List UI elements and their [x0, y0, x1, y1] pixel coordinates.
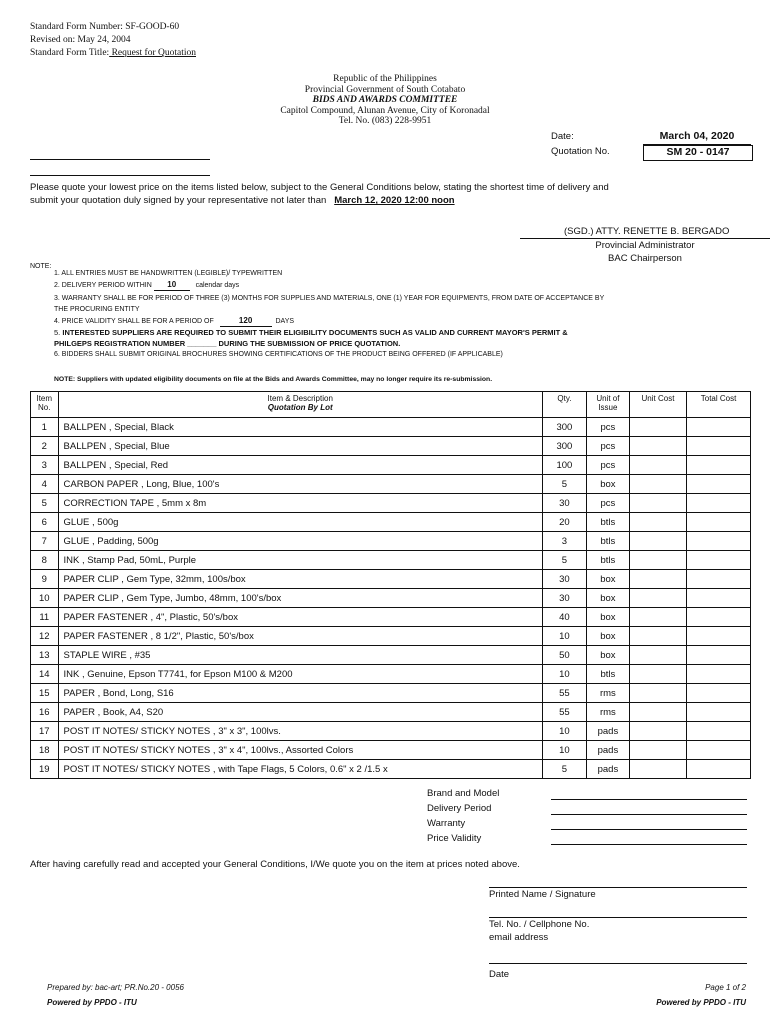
intro-line-2: submit your quotation duly signed by your representative not later than March 12, 2020 12:00 noon [30, 195, 455, 206]
unit-cost-cell[interactable] [629, 437, 686, 456]
unit-cost-cell[interactable] [629, 608, 686, 627]
unit-cell: btls [586, 532, 629, 551]
unit-cell: pcs [586, 418, 629, 437]
table-row [31, 703, 751, 722]
unit-cost-cell[interactable] [629, 741, 686, 760]
note-6: 6. BIDDERS SHALL SUBMIT ORIGINAL BROCHURES SHOWING CERTIFICATIONS OF THE PRODUCT BEING OFFERED (IF APPLICABLE) [54, 351, 503, 358]
table-row [31, 665, 751, 684]
intro-line-1: Please quote your lowest price on the items listed below, subject to the General Conditions below, stating the shortest time of delivery and [30, 182, 609, 193]
table-row [31, 646, 751, 665]
unit-cost-cell[interactable] [629, 665, 686, 684]
qty-cell: 30 [542, 570, 586, 589]
table-row [31, 722, 751, 741]
total-cost-cell[interactable] [687, 627, 751, 646]
description-cell: POST IT NOTES/ STICKY NOTES , with Tape Flags, 5 Colors, 0.6" x 2 /1.5 x [58, 760, 542, 779]
description-cell: POST IT NOTES/ STICKY NOTES , 3" x 3", 100lvs. [58, 722, 542, 741]
agency-government: Provincial Government of South Cotabato [304, 84, 466, 95]
page-number: Page 1 of 2 [705, 983, 746, 992]
intro-text [30, 181, 760, 207]
total-cost-cell[interactable] [687, 494, 751, 513]
total-cost-cell[interactable] [687, 418, 751, 437]
description-cell: GLUE , 500g [58, 513, 542, 532]
qty-cell: 10 [542, 741, 586, 760]
col-total-cost: Total Cost [687, 392, 751, 418]
total-cost-cell[interactable] [687, 437, 751, 456]
description-cell: PAPER CLIP , Gem Type, 32mm, 100s/box [58, 570, 542, 589]
total-cost-cell[interactable] [687, 665, 751, 684]
validity-label: Price Validity [427, 833, 482, 844]
description-cell: STAPLE WIRE , #35 [58, 646, 542, 665]
item-no-cell: 19 [31, 760, 59, 779]
unit-cost-cell[interactable] [629, 494, 686, 513]
description-cell: INK , Genuine, Epson T7741, for Epson M100 & M200 [58, 665, 542, 684]
note-2: 2. DELIVERY PERIOD WITHIN 10 calendar days [54, 280, 240, 289]
qty-cell: 5 [542, 475, 586, 494]
supplier-address-line[interactable] [30, 175, 210, 176]
table-row [31, 513, 751, 532]
unit-cell: btls [586, 665, 629, 684]
qty-cell: 5 [542, 551, 586, 570]
unit-cost-cell[interactable] [629, 570, 686, 589]
table-row [31, 418, 751, 437]
item-no-cell: 16 [31, 703, 59, 722]
item-no-cell: 3 [31, 456, 59, 475]
table-row [31, 437, 751, 456]
brand-label: Brand and Model [427, 788, 500, 799]
closing-text: After having carefully read and accepted your General Conditions, I/We quote you on the item at prices noted above. [30, 859, 520, 870]
description-cell: CORRECTION TAPE , 5mm x 8m [58, 494, 542, 513]
item-no-cell: 17 [31, 722, 59, 741]
item-no-cell: 14 [31, 665, 59, 684]
item-no-cell: 1 [31, 418, 59, 437]
note-1: 1. ALL ENTRIES MUST BE HANDWRITTEN (LEGIBLE)/ TYPEWRITTEN [54, 270, 283, 277]
table-row [31, 741, 751, 760]
signature-line[interactable] [489, 887, 747, 888]
qty-cell: 40 [542, 608, 586, 627]
unit-cell: box [586, 646, 629, 665]
item-no-cell: 9 [31, 570, 59, 589]
contact-labels [489, 919, 589, 944]
agency-block [0, 74, 770, 127]
item-no-cell: 15 [31, 684, 59, 703]
form-number: Standard Form Number: SF-GOOD-60 [30, 22, 180, 32]
signatory-name: (SGD.) ATTY. RENETTE B. BERGADO [520, 225, 770, 239]
unit-cell: btls [586, 551, 629, 570]
table-row [31, 627, 751, 646]
table-row [31, 494, 751, 513]
unit-cell: pcs [586, 494, 629, 513]
total-cost-cell[interactable] [687, 646, 751, 665]
unit-cost-cell[interactable] [629, 532, 686, 551]
description-cell: PAPER CLIP , Gem Type, Jumbo, 48mm, 100's/box [58, 589, 542, 608]
unit-cost-cell[interactable] [629, 627, 686, 646]
item-no-cell: 11 [31, 608, 59, 627]
unit-cost-cell[interactable] [629, 551, 686, 570]
warranty-label: Warranty [427, 818, 466, 829]
unit-cell: pads [586, 760, 629, 779]
unit-cost-cell[interactable] [629, 722, 686, 741]
table-row [31, 551, 751, 570]
item-no-cell: 7 [31, 532, 59, 551]
qty-cell: 100 [542, 456, 586, 475]
unit-cost-cell[interactable] [629, 684, 686, 703]
item-no-cell: 13 [31, 646, 59, 665]
offer-fields [427, 786, 499, 846]
date-value: March 04, 2020 [643, 130, 751, 145]
agency-address: Capitol Compound, Alunan Avenue, City of Koronadal [280, 105, 490, 116]
total-cost-cell[interactable] [687, 551, 751, 570]
description-cell: CARBON PAPER , Long, Blue, 100's [58, 475, 542, 494]
col-item-no: Item No. [31, 392, 59, 418]
description-cell: PAPER , Bond, Long, S16 [58, 684, 542, 703]
table-row [31, 760, 751, 779]
notes-label: NOTE: [30, 263, 52, 270]
table-row [31, 608, 751, 627]
unit-cell: box [586, 608, 629, 627]
total-cost-cell[interactable] [687, 760, 751, 779]
date-line[interactable] [489, 963, 747, 964]
description-cell: BALLPEN , Special, Blue [58, 437, 542, 456]
qty-cell: 3 [542, 532, 586, 551]
brand-input-line[interactable] [551, 799, 747, 800]
unit-cost-cell[interactable] [629, 646, 686, 665]
unit-cost-cell[interactable] [629, 456, 686, 475]
item-no-cell: 6 [31, 513, 59, 532]
quotation-label: Quotation No. [551, 146, 610, 157]
qty-cell: 5 [542, 760, 586, 779]
tel-label: Tel. No. / Cellphone No. [489, 919, 590, 930]
agency-country: Republic of the Philippines [333, 74, 437, 84]
printed-name-label: Printed Name / Signature [489, 889, 596, 900]
table-header-row [31, 392, 751, 418]
description-cell: PAPER FASTENER , 8 1/2", Plastic, 50's/box [58, 627, 542, 646]
unit-cell: box [586, 589, 629, 608]
table-row [31, 684, 751, 703]
signatory-position: Provincial Administrator [595, 240, 695, 251]
qty-cell: 300 [542, 418, 586, 437]
note-5-cont: PHILGEPS REGISTRATION NUMBER _______ DURING THE SUBMISSION OF PRICE QUOTATION. [54, 339, 401, 348]
item-no-cell: 12 [31, 627, 59, 646]
qty-cell: 30 [542, 494, 586, 513]
item-no-cell: 5 [31, 494, 59, 513]
tel-line[interactable] [489, 917, 747, 918]
unit-cost-cell[interactable] [629, 475, 686, 494]
table-row [31, 532, 751, 551]
eligibility-note: NOTE: Suppliers with updated eligibility documents on file at the Bids and Awards Committee, may no longer require its re-submission. [54, 376, 493, 383]
qty-cell: 10 [542, 722, 586, 741]
item-no-cell: 18 [31, 741, 59, 760]
total-cost-cell[interactable] [687, 589, 751, 608]
unit-cost-cell[interactable] [629, 703, 686, 722]
description-cell: BALLPEN , Special, Red [58, 456, 542, 475]
description-cell: POST IT NOTES/ STICKY NOTES , 3" x 4", 100lvs., Assorted Colors [58, 741, 542, 760]
description-cell: BALLPEN , Special, Black [58, 418, 542, 437]
total-cost-cell[interactable] [687, 456, 751, 475]
col-description: Item & Description Quotation By Lot [58, 392, 542, 418]
table-row [31, 589, 751, 608]
revised-date: Revised on: May 24, 2004 [30, 35, 131, 45]
signatory-role: BAC Chairperson [608, 253, 682, 264]
col-unit: Unit of Issue [586, 392, 629, 418]
qty-cell: 300 [542, 437, 586, 456]
powered-by-left: Powered by PPDO - ITU [47, 998, 137, 1007]
note-3-cont: THE PROCURING ENTITY [54, 306, 140, 313]
unit-cell: pads [586, 722, 629, 741]
unit-cell: pcs [586, 437, 629, 456]
description-cell: PAPER , Book, A4, S20 [58, 703, 542, 722]
note-4: 4. PRICE VALIDITY SHALL BE FOR A PERIOD OF 120 DAYS [54, 316, 295, 325]
qty-cell: 30 [542, 589, 586, 608]
total-cost-cell[interactable] [687, 608, 751, 627]
agency-committee: BIDS AND AWARDS COMMITTEE [312, 95, 458, 105]
unit-cost-cell[interactable] [629, 589, 686, 608]
unit-cell: rms [586, 703, 629, 722]
date-label: Date: [551, 131, 574, 142]
qty-cell: 55 [542, 703, 586, 722]
items-table [30, 391, 751, 779]
qty-cell: 10 [542, 627, 586, 646]
total-cost-cell[interactable] [687, 532, 751, 551]
agency-tel: Tel. No. (083) 228-9951 [338, 116, 432, 126]
unit-cell: box [586, 475, 629, 494]
col-qty: Qty. [542, 392, 586, 418]
table-row [31, 456, 751, 475]
description-cell: INK , Stamp Pad, 50mL, Purple [58, 551, 542, 570]
form-header [30, 21, 196, 60]
validity-input-line[interactable] [551, 844, 747, 845]
item-no-cell: 8 [31, 551, 59, 570]
total-cost-cell[interactable] [687, 513, 751, 532]
col-unit-cost: Unit Cost [629, 392, 686, 418]
qty-cell: 55 [542, 684, 586, 703]
powered-by-right: Powered by PPDO - ITU [656, 998, 746, 1007]
note-5: 5. INTERESTED SUPPLIERS ARE REQUIRED TO SUBMIT THEIR ELIGIBILITY DOCUMENTS SUCH AS VALID AND CURRENT MAYOR'S PERMIT & [54, 328, 568, 337]
unit-cost-cell[interactable] [629, 418, 686, 437]
total-cost-cell[interactable] [687, 684, 751, 703]
qty-cell: 10 [542, 665, 586, 684]
total-cost-cell[interactable] [687, 475, 751, 494]
form-title: Standard Form Title: Request for Quotation [30, 48, 196, 58]
description-cell: PAPER FASTENER , 4", Plastic, 50's/box [58, 608, 542, 627]
sign-date-label: Date [489, 969, 510, 980]
unit-cell: box [586, 627, 629, 646]
total-cost-cell[interactable] [687, 741, 751, 760]
total-cost-cell[interactable] [687, 703, 751, 722]
item-no-cell: 4 [31, 475, 59, 494]
signatory-block [520, 225, 770, 265]
email-label: email address [489, 931, 549, 943]
total-cost-cell[interactable] [687, 722, 751, 741]
item-no-cell: 2 [31, 437, 59, 456]
unit-cell: pads [586, 741, 629, 760]
qty-cell: 20 [542, 513, 586, 532]
quotation-number: SM 20 - 0147 [643, 145, 753, 161]
unit-cell: btls [586, 513, 629, 532]
warranty-input-line[interactable] [551, 829, 747, 830]
delivery-input-line[interactable] [551, 814, 747, 815]
unit-cell: pcs [586, 456, 629, 475]
delivery-label: Delivery Period [427, 803, 492, 814]
unit-cell: rms [586, 684, 629, 703]
table-row [31, 570, 751, 589]
description-cell: GLUE , Padding, 500g [58, 532, 542, 551]
unit-cost-cell[interactable] [629, 513, 686, 532]
total-cost-cell[interactable] [687, 570, 751, 589]
notes-list [54, 268, 764, 360]
note-3: 3. WARRANTY SHALL BE FOR PERIOD OF THREE (3) MONTHS FOR SUPPLIES AND MATERIALS, ONE (1) YEAR FOR EQUIPMENTS, FROM DATE OF ACCEPTANCE BY [54, 295, 605, 302]
qty-cell: 50 [542, 646, 586, 665]
table-row [31, 475, 751, 494]
item-no-cell: 10 [31, 589, 59, 608]
unit-cost-cell[interactable] [629, 760, 686, 779]
supplier-name-line[interactable] [30, 159, 210, 160]
submission-deadline: March 12, 2020 12:00 noon [334, 195, 455, 206]
unit-cell: box [586, 570, 629, 589]
prepared-by: Prepared by: bac-art; PR.No.20 - 0056 [47, 983, 184, 992]
